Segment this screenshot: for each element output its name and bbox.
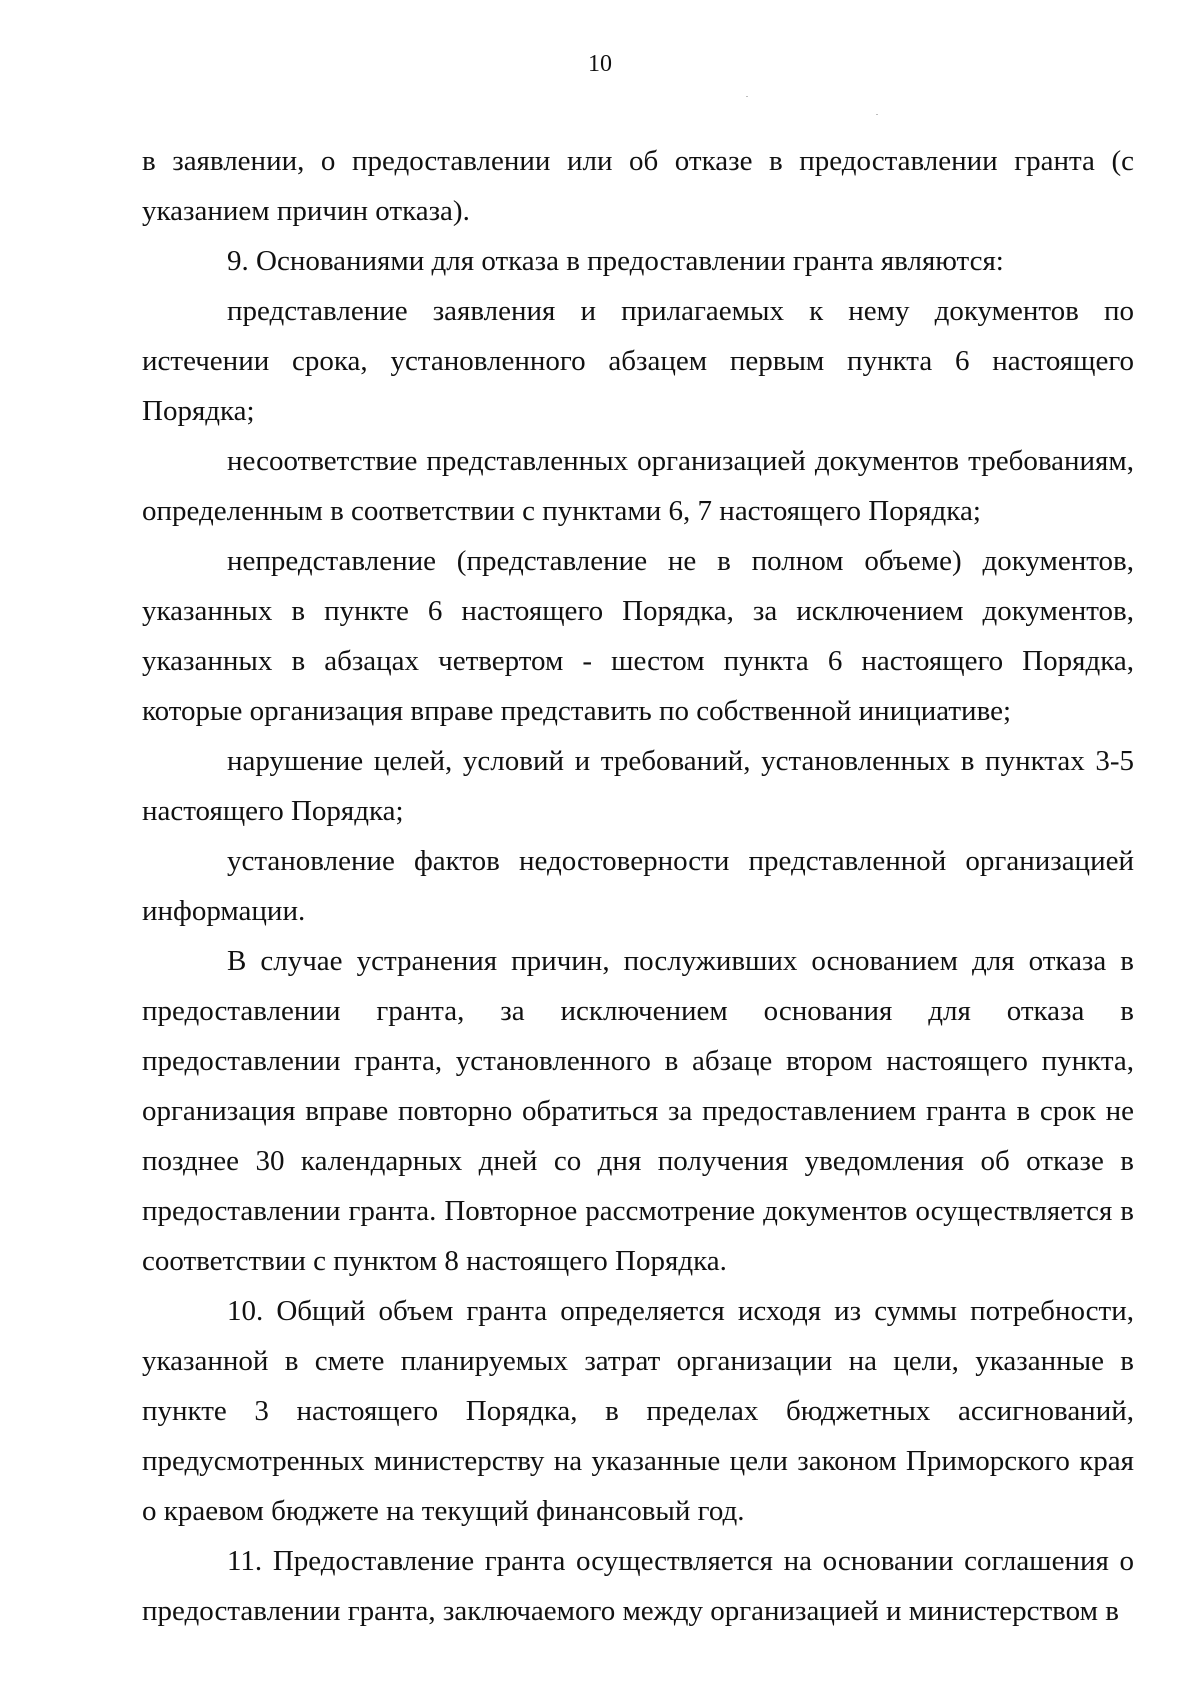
paragraph-continuation: в заявлении, о предоставлении или об отказе в предоставлении гранта (с указанием причин отказа). <box>142 145 1134 227</box>
paragraph-refusal-reason-false-info: установление фактов недостоверности представленной организацией информации. <box>142 845 1134 927</box>
paragraph-reapplication: В случае устранения причин, послуживших основанием для отказа в предоставлении гранта, за исключением основания для отказа в предоставлении гранта, установленного в абзаце втором настоящего пункта, организация вправе повторно обратиться за предоставлением гранта в срок не позднее 30 календарных дней со дня получения уведомления об отказе в предоставлении гранта. Повторное рассмотрение документов осуществляется в соответствии с пунктом 8 настоящего Порядка. <box>142 945 1134 1277</box>
page-number: 10 <box>588 51 612 77</box>
paragraph-clause-9: 9. Основаниями для отказа в предоставлении гранта являются: <box>227 245 1004 277</box>
scan-speck <box>876 114 878 115</box>
paragraph-refusal-reason-missing-documents: непредставление (представление не в полном объеме) документов, указанных в пункте 6 настоящего Порядка, за исключением документов, указанных в абзацах четвертом - шестом пункта 6 настоящего Порядка, которые организация вправе представить по собственной инициативе; <box>142 545 1134 727</box>
paragraph-clause-10: 10. Общий объем гранта определяется исходя из суммы потребности, указанной в смете планируемых затрат организации на цели, указанные в пункте 3 настоящего Порядка, в пределах бюджетных ассигнований, предусмотренных министерству на указанные цели законом Приморского края о краевом бюджете на текущий финансовый год. <box>142 1295 1134 1527</box>
paragraph-clause-11: 11. Предоставление гранта осуществляется на основании соглашения о предоставлении гранта, заключаемого между организацией и министерством в <box>142 1545 1134 1627</box>
paragraph-refusal-reason-deadline: представление заявления и прилагаемых к нему документов по истечении срока, установленного абзацем первым пункта 6 настоящего Порядка; <box>142 295 1134 427</box>
paragraph-refusal-reason-nonconformity: несоответствие представленных организацией документов требованиям, определенным в соответствии с пунктами 6, 7 настоящего Порядка; <box>142 445 1134 527</box>
scan-speck <box>746 96 748 97</box>
paragraph-refusal-reason-violation: нарушение целей, условий и требований, установленных в пунктах 3-5 настоящего Порядка; <box>142 745 1134 827</box>
document-body <box>142 136 1134 1636</box>
